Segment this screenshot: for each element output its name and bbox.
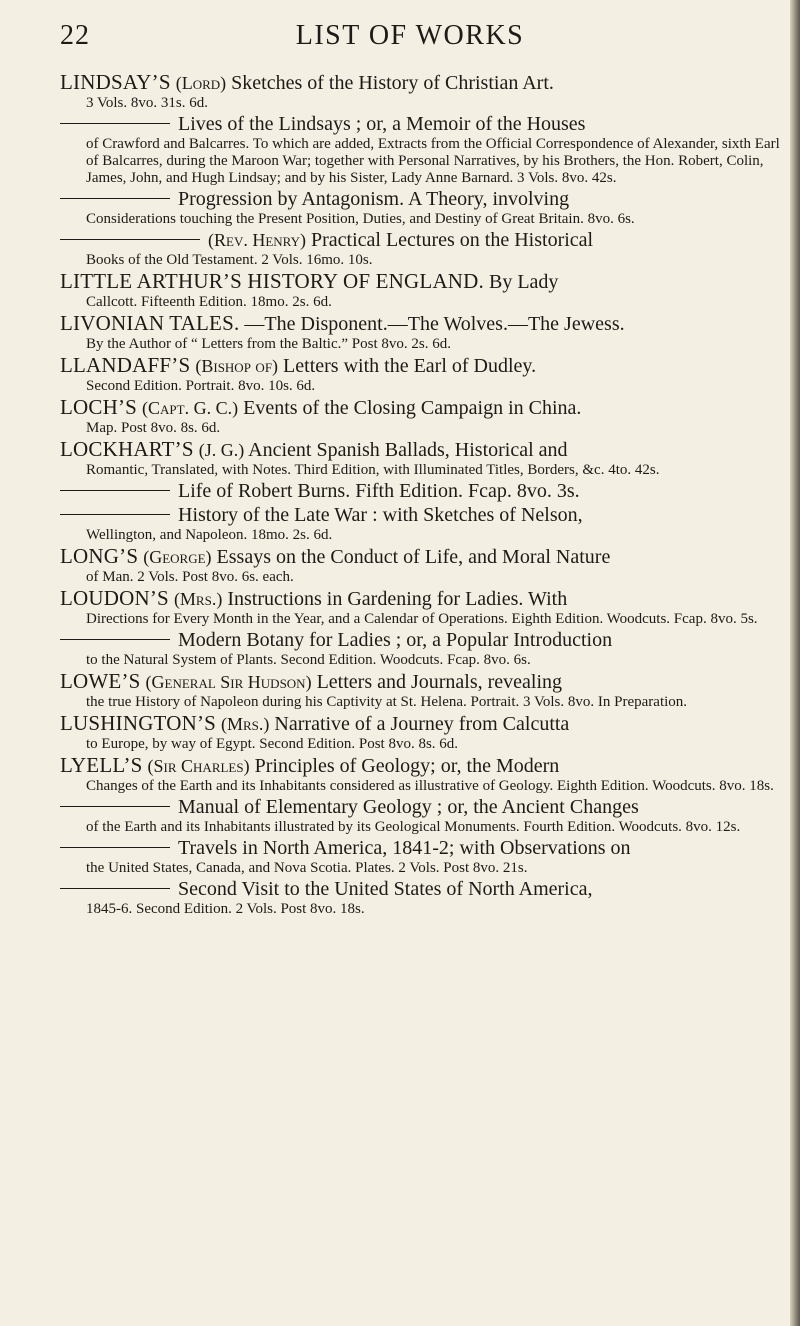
catalogue-entry xyxy=(60,877,800,918)
catalogue-entry xyxy=(60,353,800,395)
entry-title: Letters and Journals, revealing xyxy=(316,671,563,693)
entry-title: Ancient Spanish Ballads, Historical and xyxy=(248,439,568,461)
entry-author-qualifier: (General Sir Hudson) xyxy=(145,672,312,692)
entry-details: Directions for Every Month in the Year, and a Calendar of Operations. Eighth Edition. Woodcuts. Fcap. 8vo. 5s. xyxy=(86,611,758,627)
entry-heading xyxy=(60,586,800,611)
catalogue-entry xyxy=(60,711,800,753)
ditto-rule xyxy=(60,123,170,124)
entry-title: Life of Robert Burns. Fifth Edition. Fcap. 8vo. 3s. xyxy=(178,480,580,502)
entry-title: Manual of Elementary Geology ; or, the Ancient Changes xyxy=(178,796,639,818)
catalogue-entry xyxy=(60,70,800,112)
entry-heading xyxy=(60,395,800,420)
entry-details: to the Natural System of Plants. Second Edition. Woodcuts. Fcap. 8vo. 6s. xyxy=(86,652,531,668)
catalogue-entry xyxy=(60,311,800,353)
entry-details: to Europe, by way of Egypt. Second Edition. Post 8vo. 8s. 6d. xyxy=(86,736,459,752)
entry-title: By Lady xyxy=(489,271,559,293)
entry-heading xyxy=(60,353,800,378)
entry-title: Modern Botany for Ladies ; or, a Popular Introduction xyxy=(178,629,613,651)
entry-details: Books of the Old Testament. 2 Vols. 16mo. 10s. xyxy=(86,252,373,268)
entry-title: Lives of the Lindsays ; or, a Memoir of the Houses xyxy=(178,113,586,135)
catalogue-entry xyxy=(60,437,800,479)
entry-details: Map. Post 8vo. 8s. 6d. xyxy=(86,420,221,436)
entry-author-qualifier: (J. G.) xyxy=(198,440,245,460)
entry-heading xyxy=(60,503,800,527)
entry-details: the true History of Napoleon during his Captivity at St. Helena. Portrait. 3 Vols. 8vo. In Preparation. xyxy=(86,694,688,710)
entry-heading xyxy=(60,228,800,252)
entry-heading xyxy=(60,628,800,652)
ditto-rule xyxy=(60,806,170,807)
entry-details: of Man. 2 Vols. Post 8vo. 6s. each. xyxy=(86,569,294,585)
entry-details: Wellington, and Napoleon. 18mo. 2s. 6d. xyxy=(86,527,333,543)
entry-author-qualifier: (Sir Charles) xyxy=(147,756,250,776)
entry-heading xyxy=(60,269,800,294)
page-edge xyxy=(790,0,800,1326)
catalogue-entry xyxy=(60,586,800,628)
ditto-rule xyxy=(60,198,170,199)
entry-details: By the Author of “ Letters from the Baltic.” Post 8vo. 2s. 6d. xyxy=(86,336,451,352)
catalogue-entry xyxy=(60,395,800,437)
entry-heading xyxy=(60,711,800,736)
entry-author: LUSHINGTON’S xyxy=(60,711,217,735)
entry-details: Changes of the Earth and its Inhabitants considered as illustrative of Geology. Eighth Edition. Woodcuts. 8vo. 18s. xyxy=(86,778,774,794)
entry-heading xyxy=(60,112,800,136)
page-header xyxy=(60,20,760,60)
entry-author-qualifier: (Bishop of) xyxy=(195,356,279,376)
entry-title: Letters with the Earl of Dudley. xyxy=(283,355,537,377)
catalogue-entry xyxy=(60,228,800,269)
entry-heading xyxy=(60,544,800,569)
entry-title: —The Disponent.—The Wolves.—The Jewess. xyxy=(244,313,625,335)
entry-title: Progression by Antagonism. A Theory, involving xyxy=(178,188,570,210)
ditto-rule xyxy=(60,847,170,848)
entry-heading xyxy=(60,795,800,819)
entry-details: the United States, Canada, and Nova Scotia. Plates. 2 Vols. Post 8vo. 21s. xyxy=(86,860,528,876)
entry-author: LOUDON’S xyxy=(60,586,169,610)
entry-title: Practical Lectures on the Historical xyxy=(311,229,594,251)
entries-list xyxy=(60,70,800,918)
entry-heading xyxy=(60,70,800,95)
entry-author-qualifier: (George) xyxy=(143,547,212,567)
ditto-rule xyxy=(60,888,170,889)
catalogue-entry xyxy=(60,753,800,795)
entry-heading xyxy=(60,877,800,901)
catalogue-entry xyxy=(60,479,800,503)
entry-author: LONG’S xyxy=(60,544,139,568)
entry-author: LLANDAFF’S xyxy=(60,353,191,377)
entry-author: LOCKHART’S xyxy=(60,437,194,461)
entry-details: 3 Vols. 8vo. 31s. 6d. xyxy=(86,95,208,111)
entry-details: of the Earth and its Inhabitants illustrated by its Geological Monuments. Fourth Edition. Woodcuts. 8vo. 12s. xyxy=(86,819,741,835)
entry-details: Romantic, Translated, with Notes. Third Edition, with Illuminated Titles, Borders, &c. 4to. 42s. xyxy=(86,462,660,478)
entry-title: Principles of Geology; or, the Modern xyxy=(254,755,560,777)
entry-author-qualifier: (Mrs.) xyxy=(173,589,223,609)
entry-title: Second Visit to the United States of North America, xyxy=(178,878,593,900)
entry-author: LOCH’S xyxy=(60,395,138,419)
entry-details: Second Edition. Portrait. 8vo. 10s. 6d. xyxy=(86,378,316,394)
entry-heading xyxy=(60,669,800,694)
entry-title: Narrative of a Journey from Calcutta xyxy=(274,713,570,735)
entry-details: Considerations touching the Present Position, Duties, and Destiny of Great Britain. 8vo. 6s. xyxy=(86,211,635,227)
entry-heading xyxy=(60,437,800,462)
entry-author-qualifier: (Rev. Henry) xyxy=(208,230,306,250)
entry-title: Events of the Closing Campaign in China. xyxy=(243,397,582,419)
entry-author: LYELL’S xyxy=(60,753,143,777)
catalogue-entry xyxy=(60,795,800,836)
entry-title: Sketches of the History of Christian Art. xyxy=(231,72,554,94)
entry-details: of Crawford and Balcarres. To which are added, Extracts from the Official Correspondence of Alexander, sixth Earl of Balcarres, during the Maroon War; together with Personal Narratives, by his Brothers, the Hon. Robert, Colin, James, John, and Hugh Lindsay; and by his Sister, Lady Anne Barnard. 3 Vols. 8vo. 42s. xyxy=(86,136,780,186)
entry-title: Instructions in Gardening for Ladies. With xyxy=(227,588,568,610)
entry-details: 1845-6. Second Edition. 2 Vols. Post 8vo. 18s. xyxy=(86,901,365,917)
entry-heading xyxy=(60,311,800,336)
catalogue-entry xyxy=(60,112,800,187)
entry-title: Travels in North America, 1841-2; with Observations on xyxy=(178,837,631,859)
entry-heading xyxy=(60,836,800,860)
entry-author: LIVONIAN TALES. xyxy=(60,311,240,335)
entry-details: Callcott. Fifteenth Edition. 18mo. 2s. 6d. xyxy=(86,294,332,310)
ditto-rule xyxy=(60,239,200,240)
ditto-rule xyxy=(60,639,170,640)
catalogue-entry xyxy=(60,503,800,544)
entry-title: Essays on the Conduct of Life, and Moral Nature xyxy=(216,546,611,568)
entry-author: LOWE’S xyxy=(60,669,141,693)
entry-author-qualifier: (Lord) xyxy=(175,73,227,93)
page-number: 22 xyxy=(60,20,90,51)
entry-author: LINDSAY’S xyxy=(60,70,171,94)
entry-author-qualifier: (Mrs.) xyxy=(221,714,270,734)
entry-author: LITTLE ARTHUR’S HISTORY OF ENGLAND. xyxy=(60,269,484,293)
ditto-rule xyxy=(60,514,170,515)
catalogue-entry xyxy=(60,628,800,669)
catalogue-entry xyxy=(60,836,800,877)
ditto-rule xyxy=(60,490,170,491)
catalogue-entry xyxy=(60,269,800,311)
catalogue-entry xyxy=(60,544,800,586)
entry-heading xyxy=(60,479,800,503)
catalogue-entry xyxy=(60,669,800,711)
entry-heading xyxy=(60,187,800,211)
running-title: LIST OF WORKS xyxy=(295,20,525,51)
entry-author-qualifier: (Capt. G. C.) xyxy=(142,398,239,418)
catalogue-entry xyxy=(60,187,800,228)
entry-heading xyxy=(60,753,800,778)
entry-title: History of the Late War : with Sketches of Nelson, xyxy=(178,504,583,526)
